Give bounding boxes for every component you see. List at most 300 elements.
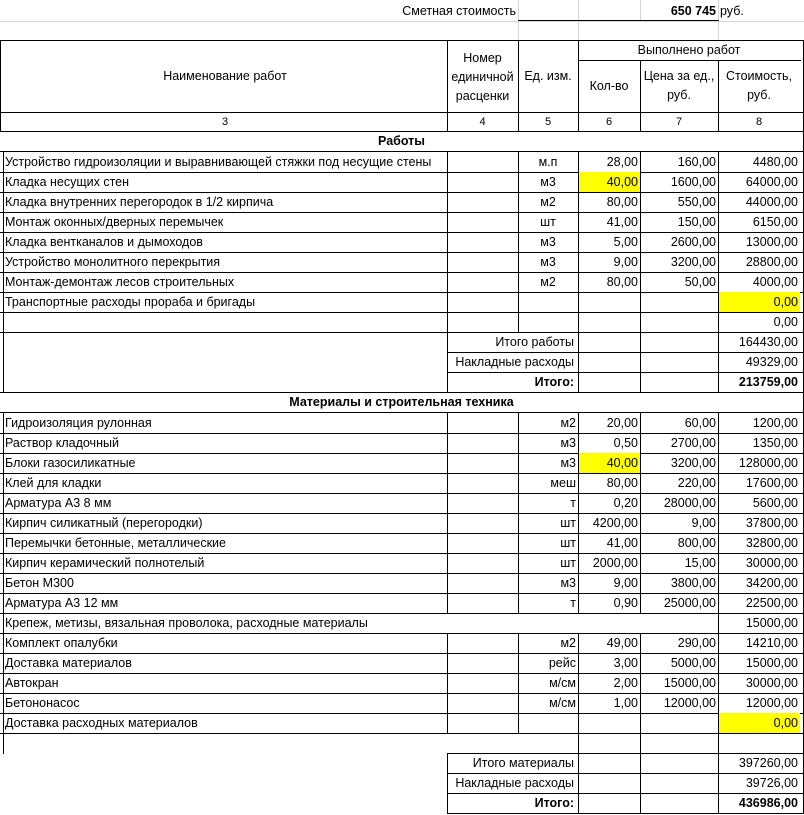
materials-price[interactable]: 15000,00 xyxy=(663,676,716,690)
grid-line xyxy=(718,613,719,634)
materials-qty[interactable]: 0,90 xyxy=(613,596,638,610)
materials-price[interactable]: 9,00 xyxy=(691,516,716,530)
materials-number[interactable] xyxy=(447,613,518,633)
works-name[interactable]: Транспортные расходы прораба и бригады xyxy=(5,295,256,309)
materials-name[interactable]: Бетон М300 xyxy=(5,576,74,590)
materials-qty[interactable]: 3,00 xyxy=(613,656,638,670)
grid-line xyxy=(3,433,4,454)
grid-line xyxy=(447,292,448,313)
grid-line xyxy=(718,693,719,714)
grid-line xyxy=(718,493,719,514)
grid-line xyxy=(447,493,448,514)
works-cost[interactable]: 64000,00 xyxy=(745,175,798,189)
works-total-value[interactable]: 213759,00 xyxy=(738,375,798,389)
materials-qty[interactable]: 0,50 xyxy=(613,436,638,450)
grid-line xyxy=(518,152,519,173)
grid-line xyxy=(447,713,448,734)
grid-line xyxy=(447,693,448,714)
works-name[interactable]: Кладка вентканалов и дымоходов xyxy=(5,235,203,249)
grid-line xyxy=(518,513,519,534)
works-qty[interactable]: 80,00 xyxy=(606,275,638,289)
works-qty[interactable]: 28,00 xyxy=(606,155,638,169)
grid-line xyxy=(718,573,719,594)
col-num-8[interactable]: 8 xyxy=(755,116,763,128)
grid-line xyxy=(578,212,579,233)
materials-qty[interactable]: 4200,00 xyxy=(592,516,638,530)
materials-unit[interactable] xyxy=(518,613,578,633)
grid-line xyxy=(718,413,719,434)
materials-name[interactable]: Кирпич силикатный (перегородки) xyxy=(5,516,203,530)
grid-line xyxy=(578,733,579,754)
materials-number[interactable] xyxy=(447,493,518,513)
works-number[interactable] xyxy=(447,232,518,252)
materials-cost[interactable]: 34200,00 xyxy=(745,576,798,590)
works-name[interactable] xyxy=(3,312,447,332)
header-number[interactable]: Номер единичной расценки xyxy=(451,51,514,103)
materials-number[interactable] xyxy=(447,473,518,493)
works-unit[interactable]: шт xyxy=(540,215,556,229)
grid-line xyxy=(578,252,579,273)
grid-line xyxy=(578,60,801,61)
materials-name[interactable]: Арматура А3 8 мм xyxy=(5,496,112,510)
materials-cost[interactable]: 30000,00 xyxy=(745,556,798,570)
grid-line xyxy=(3,192,4,213)
header-done[interactable]: Выполнено работ xyxy=(637,43,741,57)
materials-qty[interactable]: 2,00 xyxy=(613,676,638,690)
materials-unit[interactable]: т xyxy=(570,496,576,510)
grid-line xyxy=(3,733,4,754)
grid-line xyxy=(518,433,519,454)
grid-line xyxy=(578,332,579,353)
grid-line xyxy=(578,633,579,654)
grid-line xyxy=(718,312,719,333)
grid-line xyxy=(718,172,719,193)
header-name[interactable]: Наименование работ xyxy=(163,69,287,83)
gridline-faint xyxy=(0,21,804,22)
works-qty[interactable]: 80,00 xyxy=(606,195,638,209)
materials-qty[interactable]: 2000,00 xyxy=(592,556,638,570)
materials-cost[interactable]: 15000,00 xyxy=(745,616,798,630)
grid-line xyxy=(718,252,719,273)
estimate-value[interactable]: 650 745 xyxy=(670,4,716,18)
materials-cost[interactable]: 32800,00 xyxy=(745,536,798,550)
works-qty[interactable]: 40,00 xyxy=(578,172,640,192)
grid-line xyxy=(640,152,641,173)
materials-unit[interactable]: шт xyxy=(560,536,576,550)
grid-line xyxy=(640,753,641,774)
grid-line xyxy=(640,733,641,754)
materials-total-value[interactable]: 436986,00 xyxy=(738,796,798,810)
materials-price[interactable]: 800,00 xyxy=(677,536,716,550)
grid-line xyxy=(640,553,641,574)
materials-name[interactable]: Кирпич керамический полнотелый xyxy=(5,556,205,570)
works-number[interactable] xyxy=(447,192,518,212)
grid-line xyxy=(578,713,579,734)
materials-name[interactable]: Арматура А3 12 мм xyxy=(5,596,119,610)
grid-line xyxy=(3,673,4,694)
materials-name[interactable]: Доставка расходных материалов xyxy=(5,716,198,730)
materials-cost[interactable]: 5600,00 xyxy=(752,496,798,510)
materials-unit[interactable]: рейс xyxy=(548,656,576,670)
grid-line xyxy=(3,413,4,434)
materials-price[interactable] xyxy=(640,713,718,733)
grid-line xyxy=(3,332,4,393)
materials-cost[interactable]: 15000,00 xyxy=(745,656,798,670)
grid-line xyxy=(640,252,641,273)
works-cost[interactable]: 28800,00 xyxy=(745,255,798,269)
grid-line xyxy=(3,272,4,293)
grid-line xyxy=(447,753,448,774)
grid-line xyxy=(718,633,719,654)
grid-line xyxy=(718,673,719,694)
estimate-currency[interactable]: руб. xyxy=(720,4,744,18)
grid-line xyxy=(518,252,519,273)
grid-line xyxy=(578,112,579,132)
grid-line xyxy=(518,172,519,193)
works-number[interactable] xyxy=(447,312,518,332)
materials-qty[interactable]: 1,00 xyxy=(613,696,638,710)
works-qty[interactable] xyxy=(578,292,640,312)
materials-qty[interactable] xyxy=(578,613,640,633)
materials-price[interactable]: 15,00 xyxy=(684,556,716,570)
materials-qty[interactable]: 80,00 xyxy=(606,476,638,490)
materials-qty[interactable]: 41,00 xyxy=(606,536,638,550)
grid-line xyxy=(718,793,719,814)
grid-line xyxy=(640,593,641,614)
grid-line xyxy=(3,232,4,253)
grid-line xyxy=(578,793,579,814)
materials-number[interactable] xyxy=(447,433,518,453)
grid-line xyxy=(578,453,579,474)
grid-line xyxy=(447,212,448,233)
grid-line xyxy=(447,553,448,574)
grid-line xyxy=(640,633,641,654)
grid-line xyxy=(447,272,448,293)
materials-name[interactable]: Бетононасос xyxy=(5,696,80,710)
materials-price[interactable]: 3800,00 xyxy=(670,576,716,590)
works-qty[interactable] xyxy=(578,312,640,332)
grid-line xyxy=(518,533,519,554)
grid-line xyxy=(447,453,448,474)
grid-line xyxy=(718,232,719,253)
grid-line xyxy=(3,553,4,574)
col-num-7[interactable]: 7 xyxy=(675,116,683,128)
works-price[interactable]: 2600,00 xyxy=(670,235,716,249)
grid-line xyxy=(3,513,4,534)
works-unit[interactable] xyxy=(518,312,578,332)
materials-qty[interactable]: 0,20 xyxy=(613,496,638,510)
materials-qty[interactable] xyxy=(578,713,640,733)
grid-line xyxy=(640,673,641,694)
materials-unit[interactable]: м3 xyxy=(560,576,576,590)
grid-line xyxy=(640,453,641,474)
works-price[interactable] xyxy=(640,312,718,332)
works-total-value[interactable]: 49329,00 xyxy=(745,355,798,369)
grid-line xyxy=(578,272,579,293)
materials-name[interactable]: Блоки газосиликатные xyxy=(5,456,136,470)
materials-price[interactable]: 60,00 xyxy=(684,416,716,430)
grid-line xyxy=(578,693,579,714)
grid-line xyxy=(718,733,719,754)
materials-unit[interactable]: м3 xyxy=(560,436,576,450)
materials-number[interactable] xyxy=(447,713,518,733)
grid-line xyxy=(447,773,448,794)
materials-total-label[interactable]: Накладные расходы xyxy=(455,776,574,790)
materials-unit[interactable]: м2 xyxy=(560,636,576,650)
materials-unit[interactable]: м/см xyxy=(549,676,576,690)
grid-line xyxy=(640,793,641,814)
grid-line xyxy=(518,473,519,494)
grid-line xyxy=(447,593,448,614)
grid-line xyxy=(640,533,641,554)
header-qty[interactable]: Кол-во xyxy=(589,79,629,93)
grid-line xyxy=(447,813,804,814)
grid-line xyxy=(718,272,719,293)
header-price[interactable]: Цена за ед., руб. xyxy=(643,69,715,102)
materials-unit[interactable]: т xyxy=(570,596,576,610)
materials-total-label[interactable]: Итого: xyxy=(534,796,574,810)
materials-qty[interactable]: 9,00 xyxy=(613,576,638,590)
materials-price[interactable]: 25000,00 xyxy=(663,596,716,610)
works-cost[interactable]: 13000,00 xyxy=(745,235,798,249)
materials-unit[interactable]: меш xyxy=(550,476,576,490)
works-cost[interactable]: 0,00 xyxy=(718,292,800,312)
works-total-label[interactable]: Накладные расходы xyxy=(455,355,574,369)
estimate-label[interactable]: Сметная стоимость xyxy=(402,4,516,18)
materials-qty[interactable]: 49,00 xyxy=(606,636,638,650)
section-title-materials[interactable]: Материалы и строительная техника xyxy=(289,395,514,409)
grid-line xyxy=(447,673,448,694)
works-name[interactable]: Устройство гидроизоляции и выравнивающей стяжки под несущие стены xyxy=(5,155,432,169)
col-num-4[interactable]: 4 xyxy=(479,116,486,128)
materials-cost[interactable]: 12000,00 xyxy=(745,696,798,710)
grid-line xyxy=(578,653,579,674)
works-unit[interactable]: м3 xyxy=(540,235,556,249)
header-cost[interactable]: Стоимость, руб. xyxy=(725,69,793,102)
materials-number[interactable] xyxy=(447,593,518,613)
works-name[interactable]: Монтаж-демонтаж лесов строительных xyxy=(5,275,235,289)
materials-name[interactable]: Крепеж, метизы, вязальная проволока, расходные материалы xyxy=(5,616,368,630)
works-unit[interactable]: м3 xyxy=(540,175,556,189)
materials-unit[interactable]: шт xyxy=(560,556,576,570)
materials-name[interactable]: Раствор кладочный xyxy=(5,436,119,450)
materials-qty[interactable]: 20,00 xyxy=(606,416,638,430)
works-name[interactable]: Кладка несущих стен xyxy=(5,175,130,189)
grid-line xyxy=(718,433,719,454)
grid-line xyxy=(640,192,641,213)
materials-price[interactable] xyxy=(640,613,718,633)
grid-line xyxy=(447,172,448,193)
works-unit[interactable]: м.п xyxy=(538,155,558,169)
materials-name[interactable]: Комплект опалубки xyxy=(5,636,118,650)
grid-line xyxy=(3,312,4,333)
grid-line xyxy=(3,453,4,474)
col-num-5[interactable]: 5 xyxy=(544,116,552,128)
grid-line xyxy=(518,20,719,21)
materials-number[interactable] xyxy=(447,653,518,673)
materials-number[interactable] xyxy=(447,633,518,653)
works-total-value[interactable]: 164430,00 xyxy=(738,335,798,349)
works-cost[interactable]: 44000,00 xyxy=(745,195,798,209)
grid-line xyxy=(3,292,4,313)
materials-unit[interactable]: шт xyxy=(560,516,576,530)
works-number[interactable] xyxy=(447,212,518,232)
works-name[interactable]: Кладка внутренних перегородок в 1/2 кирпича xyxy=(5,195,274,209)
works-cost[interactable]: 4000,00 xyxy=(752,275,798,289)
materials-number[interactable] xyxy=(447,513,518,533)
materials-price[interactable]: 290,00 xyxy=(677,636,716,650)
grid-line xyxy=(518,413,519,434)
materials-price[interactable]: 12000,00 xyxy=(663,696,716,710)
grid-line xyxy=(447,312,448,333)
materials-cost[interactable]: 22500,00 xyxy=(745,596,798,610)
materials-unit[interactable] xyxy=(518,713,578,733)
works-total-label[interactable]: Итого: xyxy=(534,375,574,389)
grid-line xyxy=(447,232,448,253)
materials-total-value[interactable]: 397260,00 xyxy=(738,756,798,770)
grid-line xyxy=(3,573,4,594)
grid-line xyxy=(640,513,641,534)
grid-line xyxy=(578,312,579,333)
materials-cost[interactable]: 17600,00 xyxy=(745,476,798,490)
materials-unit[interactable]: м/см xyxy=(549,696,576,710)
grid-line xyxy=(578,433,579,454)
grid-line xyxy=(3,653,4,674)
works-qty[interactable]: 9,00 xyxy=(613,255,638,269)
grid-line xyxy=(640,713,641,734)
grid-line xyxy=(640,493,641,514)
grid-line xyxy=(0,332,804,333)
grid-line xyxy=(640,292,641,313)
materials-price[interactable]: 5000,00 xyxy=(670,656,716,670)
materials-price[interactable]: 28000,00 xyxy=(663,496,716,510)
grid-line xyxy=(3,713,4,734)
grid-line xyxy=(640,312,641,333)
works-unit[interactable]: м3 xyxy=(540,255,556,269)
grid-line xyxy=(640,332,641,353)
grid-line xyxy=(718,553,719,574)
grid-line xyxy=(447,152,448,173)
works-cost[interactable]: 4480,00 xyxy=(752,155,798,169)
grid-line xyxy=(518,453,519,474)
materials-cost[interactable]: 30000,00 xyxy=(745,676,798,690)
grid-line xyxy=(578,172,579,193)
grid-line xyxy=(3,172,4,193)
grid-line xyxy=(718,60,719,113)
materials-cost[interactable]: 1350,00 xyxy=(752,436,798,450)
materials-cost[interactable]: 128000,00 xyxy=(738,456,798,470)
works-total-label[interactable]: Итого работы xyxy=(495,335,574,349)
works-price[interactable]: 550,00 xyxy=(677,195,716,209)
grid-line xyxy=(640,372,641,393)
col-num-3[interactable]: 3 xyxy=(221,116,229,128)
materials-number[interactable] xyxy=(447,453,518,473)
works-unit[interactable]: м2 xyxy=(540,195,556,209)
materials-qty[interactable]: 40,00 xyxy=(578,453,640,473)
materials-number[interactable] xyxy=(447,533,518,553)
materials-unit[interactable]: м3 xyxy=(560,456,576,470)
materials-price[interactable]: 3200,00 xyxy=(670,456,716,470)
materials-number[interactable] xyxy=(447,673,518,693)
grid-line xyxy=(518,493,519,514)
grid-line xyxy=(718,713,719,734)
materials-name[interactable]: Гидроизоляция рулонная xyxy=(5,416,152,430)
works-price[interactable]: 50,00 xyxy=(684,275,716,289)
works-price[interactable] xyxy=(640,292,718,312)
works-number[interactable] xyxy=(447,252,518,272)
grid-line xyxy=(3,152,4,173)
section-title-works[interactable]: Работы xyxy=(378,134,425,148)
grid-line xyxy=(640,433,641,454)
materials-name[interactable]: Клей для кладки xyxy=(5,476,102,490)
works-price[interactable]: 150,00 xyxy=(677,215,716,229)
materials-name[interactable]: Автокран xyxy=(5,676,59,690)
materials-price[interactable]: 2700,00 xyxy=(670,436,716,450)
grid-line xyxy=(718,292,719,313)
grid-line xyxy=(3,493,4,514)
grid-line xyxy=(578,292,579,313)
grid-line xyxy=(447,372,448,393)
grid-line xyxy=(518,553,519,574)
materials-number[interactable] xyxy=(447,553,518,573)
materials-number[interactable] xyxy=(447,573,518,593)
materials-cost[interactable]: 14210,00 xyxy=(745,636,798,650)
works-number[interactable] xyxy=(447,172,518,192)
grid-line xyxy=(640,112,641,132)
materials-price[interactable]: 220,00 xyxy=(677,476,716,490)
grid-line xyxy=(578,372,579,393)
grid-line xyxy=(578,152,579,173)
materials-number[interactable] xyxy=(447,693,518,713)
grid-line xyxy=(3,593,4,614)
works-price[interactable]: 1600,00 xyxy=(670,175,716,189)
materials-total-label[interactable]: Итого материалы xyxy=(472,756,574,770)
materials-total-value[interactable]: 39726,00 xyxy=(745,776,798,790)
works-qty[interactable]: 5,00 xyxy=(613,235,638,249)
materials-cost[interactable]: 1200,00 xyxy=(752,416,798,430)
grid-line xyxy=(447,793,448,814)
works-number[interactable] xyxy=(447,272,518,292)
grid-line xyxy=(447,252,448,273)
materials-cost[interactable]: 0,00 xyxy=(718,713,800,733)
materials-number[interactable] xyxy=(447,413,518,433)
works-qty[interactable]: 41,00 xyxy=(606,215,638,229)
works-unit[interactable]: м2 xyxy=(540,275,556,289)
grid-line xyxy=(447,413,448,434)
works-price[interactable]: 160,00 xyxy=(677,155,716,169)
grid-line xyxy=(447,332,448,353)
col-num-6[interactable]: 6 xyxy=(605,116,613,128)
grid-line xyxy=(447,112,448,132)
works-cost[interactable]: 0,00 xyxy=(773,315,798,329)
grid-line xyxy=(640,272,641,293)
works-name[interactable]: Устройство монолитного перекрытия xyxy=(5,255,221,269)
grid-line xyxy=(718,352,719,373)
header-unit[interactable]: Ед. изм. xyxy=(524,69,572,83)
works-number[interactable] xyxy=(447,292,518,312)
works-price[interactable]: 3200,00 xyxy=(670,255,716,269)
materials-cost[interactable]: 37800,00 xyxy=(745,516,798,530)
materials-unit[interactable]: м2 xyxy=(560,416,576,430)
works-unit[interactable] xyxy=(518,292,578,312)
works-number[interactable] xyxy=(447,152,518,172)
materials-name[interactable]: Перемычки бетонные, металлические xyxy=(5,536,226,550)
works-name[interactable]: Монтаж оконных/дверных перемычек xyxy=(5,215,224,229)
works-cost[interactable]: 6150,00 xyxy=(752,215,798,229)
grid-line xyxy=(3,633,4,654)
materials-name[interactable]: Доставка материалов xyxy=(5,656,132,670)
grid-line xyxy=(0,40,1,132)
